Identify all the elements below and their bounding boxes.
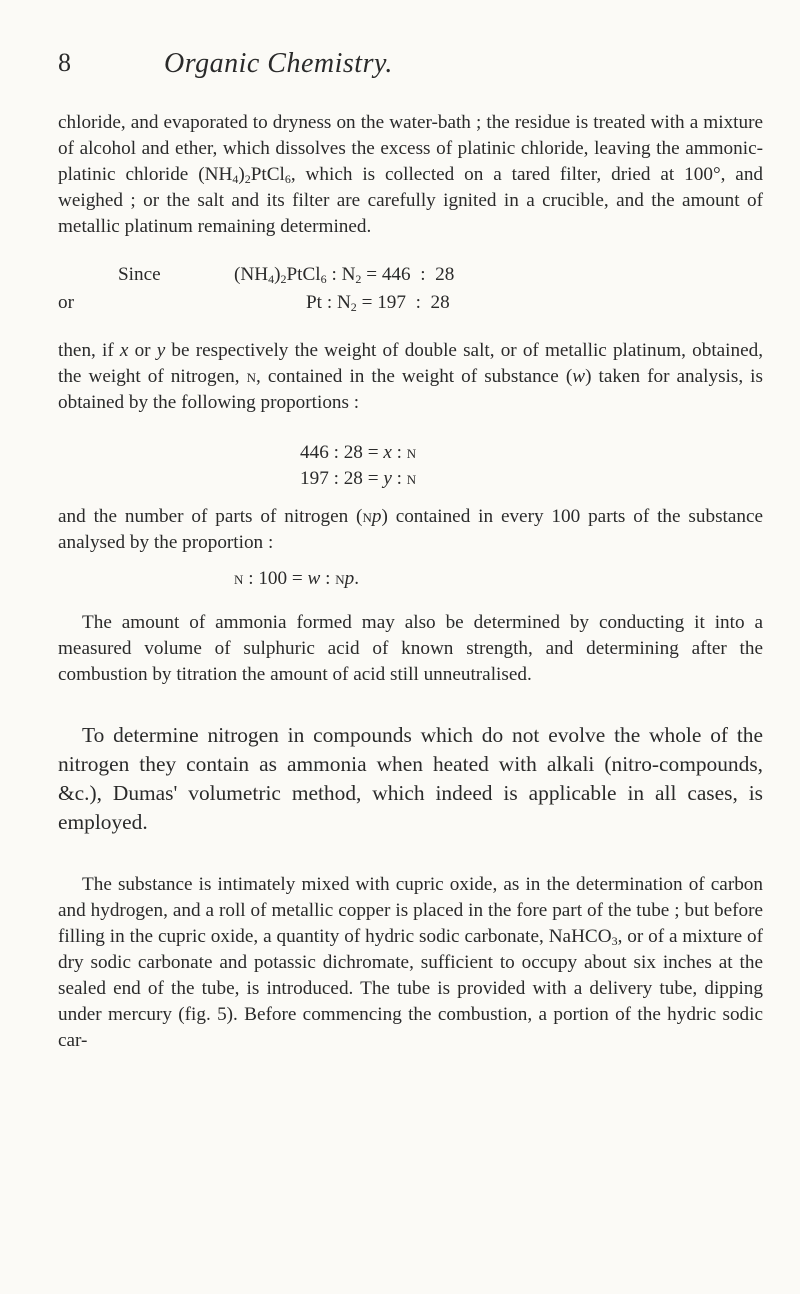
paragraph-proportions-intro: then, if x or y be respectively the weight of double salt, or of metallic platinum, obtained, the weight of nitrogen, n, contained in the weight of substance (w) taken for analysis, is obtained by the following proportions :: [58, 340, 763, 413]
equation-platinum: Pt : $N_2 = 197$ : 28: [306, 292, 450, 314]
paragraph-dumas-method: To determine nitrogen in compounds which do not evolve the whole of the nitrogen they contain as ammonia when heated with alkali (nitro-compounds, &c.), Dumas' volumetric method, which indeed is applicable in all cases, is employed.: [58, 723, 763, 834]
equation-double-salt: $(NH_4)_2PtCl_6$ : $N_2 = 446$ : 28: [234, 264, 455, 286]
proportion-percentage: n : 100 = w : np.: [234, 568, 360, 589]
equation-since-label: Since: [118, 264, 161, 285]
proportion-double-salt: 446 : 28 = x : n: [300, 442, 417, 463]
paragraph-ammonia-titration: The amount of ammonia formed may also be determined by conducting it into a measured volume of sulphuric acid of known strength, and determining after the combustion by titration the amount of acid still unneutralised.: [58, 612, 763, 685]
proportion-platinum: 197 : 28 = y : n: [300, 468, 417, 489]
running-title: Organic Chemistry.: [164, 48, 393, 79]
paragraph-percentage-intro: and the number of parts of nitrogen (np) contained in every 100 parts of the substance analysed by the proportion :: [58, 506, 764, 553]
equation-or-label: or: [58, 292, 74, 313]
paragraph-platinum-method: chloride, and evaporated to dryness on the water-bath ; the residue is treated with a mixture of alcohol and ether, which dissolves the excess of platinic chloride, leaving the ammonic-platinic chloride $(NH_4)_2PtCl_6$, which is collected on a tared filter, dried at 100°, and weighed ; or the salt and its filter are carefully ignited in a crucible, and the amount of metallic platinum remaining determined.: [58, 112, 764, 237]
page-number: 8: [58, 48, 71, 77]
page-header: [58, 48, 770, 88]
paragraph-combustion-procedure: The substance is intimately mixed with cupric oxide, as in the determination of carbon and hydrogen, and a roll of metallic copper is placed in the fore part of the tube ; but before filling in the cupric oxide, a quantity of hydric sodic carbonate, NaHCO$_3$, or of a mixture of dry sodic carbonate and potassic dichromate, sufficient to occupy about six inches at the sealed end of the tube, is introduced. The tube is provided with a delivery tube, dipping under mercury (fig. 5). Before commencing the combustion, a portion of the hydric sodic car-: [58, 874, 763, 1051]
